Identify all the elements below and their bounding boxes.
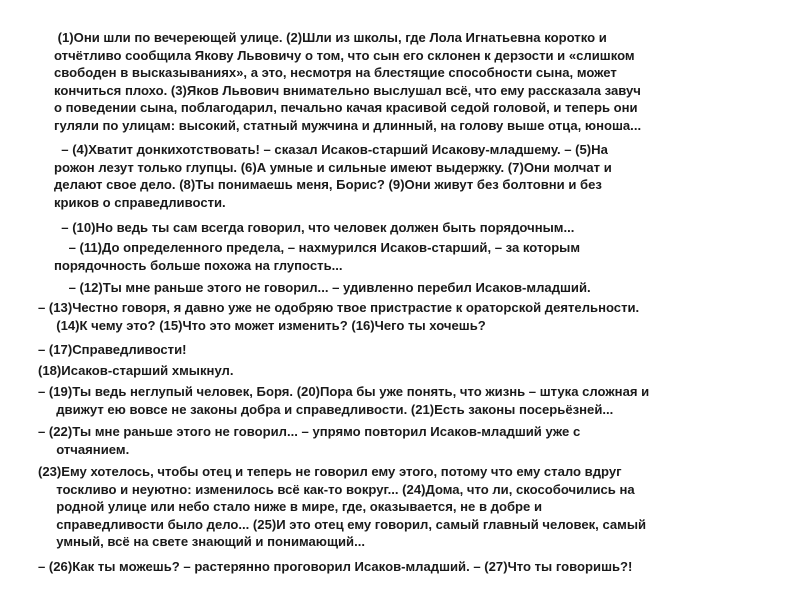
paragraph-7: – (17)Справедливости!	[38, 342, 187, 357]
paragraph-6: – (13)Честно говоря, я давно уже не одобряю твое пристрастие к ораторской деятельности. (14)К чему это? (15)Что это может изменить? (16)Чего ты хочешь?	[38, 300, 640, 333]
paragraph-2: – (4)Хватит донкихотствовать! – сказал Исаков-старший Исакову-младшему. – (5)На рожон лезут только глупцы. (6)А умные и сильные имеют выдержку. (7)Они молчат и делают свое дело. (8)Ты понимаешь меня, Борис? (9)Они живут без болтовни и без криков о справедливости.	[54, 142, 612, 210]
paragraph-10: – (22)Ты мне раньше этого не говорил... – упрямо повторил Исаков-младший уже с отчаянием.	[38, 424, 581, 457]
paragraph-3: – (10)Но ведь ты сам всегда говорил, что человек должен быть порядочным...	[54, 220, 575, 235]
paragraph-12: – (26)Как ты можешь? – растерянно проговорил Исаков-младший. – (27)Что ты говоришь?!	[38, 559, 633, 574]
paragraph-5: – (12)Ты мне раньше этого не говорил... – удивленно перебил Исаков-младший.	[54, 280, 591, 295]
paragraph-9: – (19)Ты ведь неглупый человек, Боря. (20)Пора бы уже понять, что жизнь – штука сложная и движут ею вовсе не законы добра и справедливости. (21)Есть законы посерьёзней...	[38, 384, 650, 417]
paragraph-8: (18)Исаков-старший хмыкнул.	[38, 363, 234, 378]
paragraph-1: (1)Они шли по вечереющей улице. (2)Шли из школы, где Лола Игнатьевна коротко и отчётливо сообщила Якову Львовичу о том, что сын его склонен к дерзости и «слишком свободен в высказываниях», а это, несмотря на блестящие способности сына, может кончиться плохо. (3)Яков Львович внимательно выслушал всё, что ему рассказала завуч о поведении сына, поблагодарил, печально качая красивой седой головой, и теперь они гуляли по улицам: высокий, статный мужчина и длинный, на голову выше отца, юноша...	[54, 30, 642, 133]
paragraph-11: (23)Ему хотелось, чтобы отец и теперь не говорил ему этого, потому что ему стало вдруг тоскливо и неуютно: изменилось всё как-то вокруг... (24)Дома, что ли, скособочились на родной улице или небо стало ниже в мире, где, оказывается, не в добре и справедливости было дело... (25)И это отец ему говорил, самый главный человек, самый умный, всё на свете знающий и понимающий...	[38, 464, 647, 550]
paragraph-4: – (11)До определенного предела, – нахмурился Исаков-старший, – за которым порядочность больше похожа на глупость...	[54, 240, 581, 273]
